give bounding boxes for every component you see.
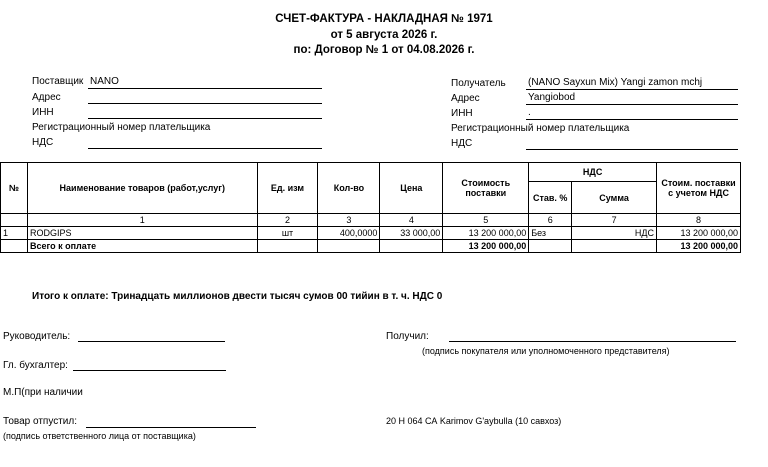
supplier-inn-line — [88, 118, 322, 119]
header-price: Цена — [380, 163, 443, 214]
col-number-3: 3 — [318, 214, 380, 227]
receiver-inn: . — [528, 107, 531, 118]
row-qty: 400,0000 — [318, 227, 380, 240]
accountant-label: Гл. бухгалтер: — [3, 360, 68, 371]
header-cost: Стоимость поставки — [443, 163, 529, 214]
total-sum: 13 200 000,00 — [657, 240, 741, 253]
received-label: Получил: — [386, 331, 429, 342]
items-table — [0, 162, 741, 253]
total-cost: 13 200 000,00 — [443, 240, 529, 253]
supplier-reg-label: Регистрационный номер плательщика — [32, 122, 211, 133]
col-number-7: 7 — [572, 214, 657, 227]
receiver-address-label: Адрес — [451, 93, 480, 104]
released-sign-line — [86, 427, 256, 428]
director-sign-line — [78, 341, 225, 342]
receiver-label: Получатель — [451, 78, 506, 89]
supplier-name: NANO — [90, 76, 119, 87]
director-label: Руководитель: — [3, 331, 71, 342]
supplier-vat-line — [88, 148, 322, 149]
receiver-name-line — [526, 89, 738, 90]
header-qty: Кол-во — [318, 163, 380, 214]
header-vat-sum: Сумма — [572, 182, 657, 214]
invoice-title: СЧЕТ-ФАКТУРА - НАКЛАДНАЯ № 1971 — [275, 13, 493, 25]
received-sign-line — [449, 341, 736, 342]
header-unit: Ед. изм — [257, 163, 318, 214]
column-numbers-row — [1, 214, 741, 227]
header-vat: НДС — [529, 163, 657, 182]
col-number-4: 4 — [380, 214, 443, 227]
header-vat-rate: Став. % — [529, 182, 572, 214]
released-note: (подпись ответственного лица от поставщика) — [3, 431, 196, 441]
receiver-vat-line — [526, 149, 738, 150]
header-name: Наименование товаров (работ,услуг) — [27, 163, 257, 214]
invoice-contract: по: Договор № 1 от 04.08.2026 г. — [293, 44, 475, 56]
invoice-date: от 5 августа 2026 г. — [330, 29, 438, 41]
payment-summary: Итого к оплате: Тринадцать миллионов двести тысяч сумов 00 тийин в т. ч. НДС 0 — [32, 291, 443, 302]
col-number-6: 6 — [529, 214, 572, 227]
stamp-label: М.П(при наличии — [3, 387, 83, 398]
proxy-note: 20 Н 064 СА Karimov G'aybulla (10 савхоз) — [386, 416, 562, 426]
receiver-address-line — [526, 104, 738, 105]
row-price: 33 000,00 — [380, 227, 443, 240]
received-note: (подпись покупателя или уполномоченного представителя) — [422, 346, 670, 356]
receiver-inn-label: ИНН — [451, 108, 473, 119]
row-num: 1 — [1, 227, 28, 240]
col-number-5: 5 — [443, 214, 529, 227]
supplier-label: Поставщик — [32, 76, 84, 87]
row-vat-sum: НДС — [572, 227, 657, 240]
header-num: № — [1, 163, 28, 214]
col-number-2: 2 — [257, 214, 318, 227]
supplier-address-label: Адрес — [32, 92, 61, 103]
row-cost: 13 200 000,00 — [443, 227, 529, 240]
total-row — [1, 240, 741, 253]
supplier-inn-label: ИНН — [32, 107, 54, 118]
supplier-vat-label: НДС — [32, 137, 54, 148]
receiver-name: (NANO Sayxun Mix) Yangi zamon mchj — [528, 77, 703, 88]
receiver-reg-label: Регистрационный номер плательщика — [451, 123, 630, 134]
col-number-1: 1 — [27, 214, 257, 227]
row-vat-rate: Без — [529, 227, 572, 240]
released-label: Товар отпустил: — [3, 416, 77, 427]
row-total: 13 200 000,00 — [657, 227, 741, 240]
row-unit: шт — [257, 227, 318, 240]
header-total: Стоим. поставки с учетом НДС — [657, 163, 741, 214]
receiver-address: Yangiobod — [528, 92, 576, 103]
table-row — [1, 227, 741, 240]
receiver-inn-line — [526, 119, 738, 120]
accountant-sign-line — [73, 370, 226, 371]
receiver-vat-label: НДС — [451, 138, 473, 149]
col-number-8: 8 — [657, 214, 741, 227]
supplier-name-line — [88, 88, 322, 89]
total-label: Всего к оплате — [27, 240, 257, 253]
row-name: RODGIPS — [27, 227, 257, 240]
supplier-address-line — [88, 103, 322, 104]
